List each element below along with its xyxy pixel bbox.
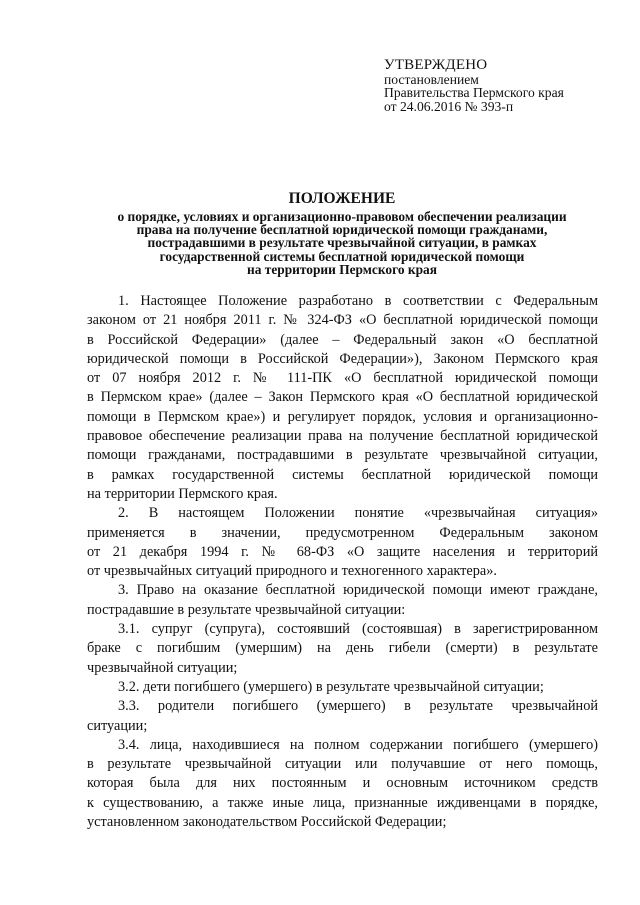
paragraph-line: от 21 декабря 1994 г. № 68-ФЗ «О защите населения и территорий [87,543,598,560]
paragraph-line: к существованию, а также иные лица, признанные иждивенцами в порядке, [87,794,598,811]
paragraph-line: юридической помощи в Российской Федерации»), Законом Пермского края [87,350,598,367]
paragraph-line: 3.4. лица, находившиеся на полном содержании погибшего (умершего) [118,736,598,753]
paragraph-line: браке с погибшим (умершим) на день гибели (смерти) в результате [87,640,598,657]
paragraph-line: применяется в значении, предусмотренном Федеральным законом [87,524,598,541]
approval-heading: УТВЕРЖДЕНО [384,57,488,73]
paragraph-line: в Российской Федерации» (далее – Федеральный закон «О бесплатной [87,331,598,348]
document-body [87,292,598,832]
paragraph-line: помощи в Пермском крае») и регулирует порядок, условия и организационно- [87,408,598,425]
paragraph [87,504,598,581]
paragraph-line: ситуации; [87,717,148,734]
document-title: ПОЛОЖЕНИЕ [288,190,396,207]
paragraph-line: 3.3. родители погибшего (умершего) в результате чрезвычайной [118,698,598,715]
paragraph [87,736,598,832]
approval-line-3: от 24.06.2016 № 393-п [384,98,514,114]
paragraph-line: 1. Настоящее Положение разработано в соответствии с Федеральным [118,293,598,309]
approval-stamp [384,58,624,113]
subtitle-line: на территории Пермского края [246,261,437,277]
paragraph [87,581,598,620]
paragraph-line: от 07 ноября 2012 г. № 111-ПК «О бесплатной юридической помощи [87,370,598,387]
paragraph-line: чрезвычайной ситуации; [87,659,238,676]
paragraph-line: на территории Пермского края. [87,485,278,502]
subtitle-line: государственной системы бесплатной юридической помощи [159,248,525,264]
paragraph-line: пострадавшие в результате чрезвычайной ситуации: [87,601,406,618]
paragraph-line: в результате чрезвычайной ситуации или получавшие от него помощь, [87,756,598,773]
paragraph [87,292,598,504]
paragraph [87,678,598,697]
paragraph [87,620,598,678]
paragraph-line: 3.2. дети погибшего (умершего) в результате чрезвычайной ситуации; [118,678,544,695]
paragraph-line: законом от 21 ноября 2011 г. № 324-ФЗ «О бесплатной юридической помощи [87,312,598,329]
subtitle-line: пострадавшими в результате чрезвычайной ситуации, в рамках [147,235,537,251]
paragraph-line: помощи гражданами, пострадавшими в результате чрезвычайной ситуации, [87,447,598,464]
paragraph-line: 3. Право на оказание бесплатной юридической помощи имеют граждане, [118,582,598,599]
document-subtitle [86,210,598,276]
paragraph-line: правовое обеспечение реализации права на получение бесплатной юридической [87,428,598,445]
paragraph-line: которая была для них постоянным и основным источником средств [87,775,598,792]
paragraph-line: от чрезвычайных ситуаций природного и техногенного характера». [87,563,497,580]
paragraph-line: 2. В настоящем Положении понятие «чрезвычайная ситуация» [118,505,598,522]
paragraph-line: 3.1. супруг (супруга), состоявший (состоявшая) в зарегистрированном [118,621,598,638]
subtitle-line: о порядке, условиях и организационно-правовом обеспечении реализации [117,209,567,224]
subtitle-line: права на получение бесплатной юридической помощи гражданами, [136,222,548,238]
paragraph-line: в рамках государственной системы бесплатной юридической помощи [87,466,598,483]
approval-line-1: постановлением [384,72,479,87]
paragraph-line: установленном законодательством Российской Федерации; [87,814,447,831]
approval-line-2: Правительства Пермского края [384,85,564,101]
paragraph-line: в Пермском крае» (далее – Закон Пермского края «О бесплатной юридической [87,389,598,406]
paragraph [87,697,598,736]
